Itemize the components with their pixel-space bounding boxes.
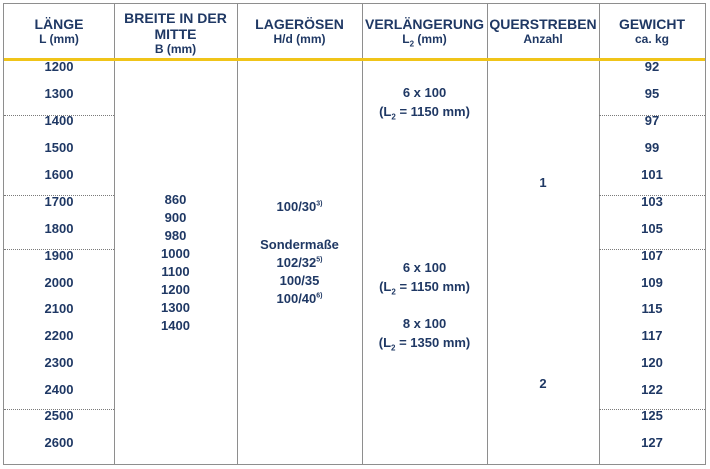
- laenge-value: 2000: [44, 275, 74, 290]
- header-title: LÄNGE: [34, 16, 84, 32]
- sondermasse-label: Sondermaße: [260, 237, 339, 252]
- header-title: VERLÄNGERUNG: [364, 16, 484, 32]
- sondermass-value: 100/35: [279, 273, 320, 288]
- header-title: QUERSTREBEN: [489, 16, 597, 32]
- sondermass-value: 100/40$^{6)}$: [276, 291, 323, 306]
- laenge-value: 1600: [44, 167, 74, 182]
- laenge-value: 1800: [44, 221, 74, 236]
- verlaengerung-block-2: [362, 258, 487, 296]
- laenge-value: 1400: [44, 113, 74, 128]
- verlaengerung-size: 6 x 100: [402, 85, 447, 100]
- laenge-value: 2400: [44, 382, 74, 397]
- header-unit: H/d (mm): [273, 32, 326, 46]
- verlaengerung-block-3: [362, 314, 487, 352]
- gewicht-value: 125: [641, 408, 663, 423]
- gewicht-value: 105: [641, 221, 663, 236]
- verlaengerung-length: ($L_2 = 1150$ mm): [379, 104, 470, 122]
- header-unit: Anzahl: [523, 32, 563, 46]
- column-divider: [237, 4, 238, 464]
- gewicht-value: 115: [641, 301, 663, 316]
- gewicht-value: 122: [641, 382, 663, 397]
- laenge-value: 2600: [44, 435, 74, 450]
- laenge-value: 1300: [44, 86, 74, 101]
- header-title: BREITE IN DER MITTE: [124, 10, 227, 42]
- breite-value: 1200: [161, 282, 190, 297]
- laenge-value: 1700: [44, 194, 74, 209]
- breite-value: 980: [164, 228, 187, 243]
- header-title: GEWICHT: [618, 16, 686, 32]
- laenge-value: 2300: [44, 355, 74, 370]
- laenge-value: 2100: [44, 301, 74, 316]
- laenge-value: 2500: [44, 408, 74, 423]
- column-divider: [362, 4, 363, 464]
- header-breite: [114, 4, 237, 64]
- querstreben-value: 2: [539, 376, 547, 391]
- header-unit: $L_2$ (mm): [402, 32, 447, 49]
- breite-value: 1000: [161, 246, 190, 261]
- header-title: LAGERÖSEN: [255, 16, 344, 32]
- querstreben-value: 1: [539, 175, 547, 190]
- laenge-value: 1200: [44, 59, 74, 74]
- gewicht-value: 99: [644, 140, 660, 155]
- header-unit: L (mm): [39, 32, 79, 46]
- gewicht-value: 97: [644, 113, 660, 128]
- header-unit: ca. kg: [634, 32, 670, 46]
- gewicht-value: 107: [641, 248, 663, 263]
- laenge-value: 1900: [44, 248, 74, 263]
- verlaengerung-length: ($L_2 = 1150$ mm): [379, 279, 470, 297]
- gewicht-value: 127: [641, 435, 663, 450]
- gewicht-value: 109: [641, 275, 663, 290]
- gewicht-value: 92: [644, 59, 660, 74]
- sondermass-value: 102/32$^{5)}$: [276, 255, 323, 270]
- laenge-value: 2200: [44, 328, 74, 343]
- verlaengerung-length: ($L_2 = 1350$ mm): [378, 335, 471, 353]
- column-divider: [487, 4, 488, 464]
- verlaengerung-block-1: [362, 83, 487, 121]
- gewicht-value: 103: [641, 194, 663, 209]
- spec-table: [3, 3, 706, 465]
- breite-value: 1100: [161, 264, 190, 279]
- gewicht-value: 95: [644, 86, 660, 101]
- gewicht-value: 117: [641, 328, 663, 343]
- breite-value: 1400: [161, 318, 190, 333]
- breite-value: 900: [164, 210, 187, 225]
- breite-list: [114, 191, 237, 335]
- gewicht-value: 101: [641, 167, 663, 182]
- verlaengerung-size: 8 x 100: [402, 316, 447, 331]
- verlaengerung-size: 6 x 100: [402, 260, 447, 275]
- laenge-value: 1500: [44, 140, 74, 155]
- breite-value: 1300: [161, 300, 190, 315]
- breite-value: 860: [164, 192, 187, 207]
- lageroesen-standard: 100/30$^{3)}$: [276, 199, 323, 214]
- header-unit: B (mm): [154, 42, 197, 56]
- gewicht-value: 120: [641, 355, 663, 370]
- lageroesen-sondermasse: [237, 236, 362, 308]
